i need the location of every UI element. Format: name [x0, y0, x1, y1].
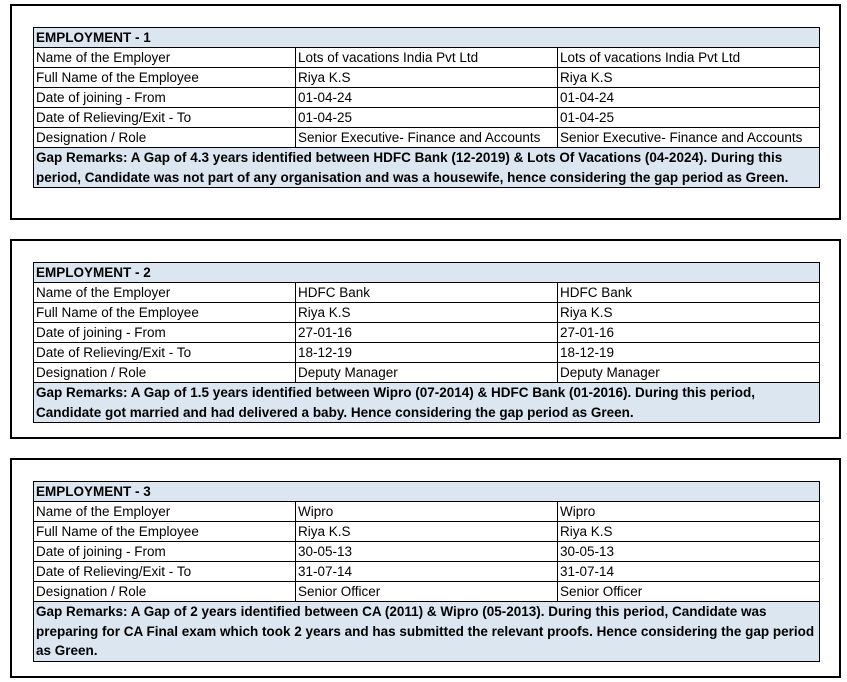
employer-label: Name of the Employer	[34, 48, 296, 68]
employer-value: HDFC Bank	[296, 283, 558, 303]
employment-3-panel	[10, 458, 841, 678]
table-row	[34, 283, 820, 303]
to-label: Date of Relieving/Exit - To	[34, 562, 296, 582]
employer-value: Lots of vacations India Pvt Ltd	[296, 48, 558, 68]
employment-2-title: EMPLOYMENT - 2	[34, 263, 820, 283]
employer-verified-value: HDFC Bank	[558, 283, 820, 303]
employer-verified-value: Lots of vacations India Pvt Ltd	[558, 48, 820, 68]
employee-label: Full Name of the Employee	[34, 522, 296, 542]
to-value: 18-12-19	[296, 343, 558, 363]
table-row	[34, 582, 820, 602]
employee-label: Full Name of the Employee	[34, 68, 296, 88]
employee-verified-value: Riya K.S	[558, 522, 820, 542]
to-label: Date of Relieving/Exit - To	[34, 108, 296, 128]
from-value: 30-05-13	[296, 542, 558, 562]
table-row	[34, 68, 820, 88]
employee-verified-value: Riya K.S	[558, 68, 820, 88]
to-value: 31-07-14	[296, 562, 558, 582]
from-verified-value: 01-04-24	[558, 88, 820, 108]
role-label: Designation / Role	[34, 363, 296, 383]
to-label: Date of Relieving/Exit - To	[34, 343, 296, 363]
gap-remarks: Gap Remarks: A Gap of 4.3 years identified between HDFC Bank (12-2019) & Lots Of Vacations (04-2024). During this period, Candidate was not part of any organisation and was a housewife, hence considering the gap period as Green.	[34, 148, 820, 188]
table-row	[34, 562, 820, 582]
role-verified-value: Deputy Manager	[558, 363, 820, 383]
gap-remarks: Gap Remarks: A Gap of 1.5 years identified between Wipro (07-2014) & HDFC Bank (01-2016). During this period, Candidate got married and had delivered a baby. Hence considering the gap period as Green.	[34, 383, 820, 423]
table-row	[34, 363, 820, 383]
role-label: Designation / Role	[34, 128, 296, 148]
employment-1-panel	[10, 4, 841, 220]
table-row	[34, 48, 820, 68]
gap-remarks: Gap Remarks: A Gap of 2 years identified between CA (2011) & Wipro (05-2013). During this period, Candidate was preparing for CA Final exam which took 2 years and has submitted the relevant proofs. Hence considering the gap period as Green.	[34, 602, 820, 662]
employment-3-title: EMPLOYMENT - 3	[34, 482, 820, 502]
from-label: Date of joining - From	[34, 88, 296, 108]
table-row	[34, 522, 820, 542]
table-row	[34, 323, 820, 343]
from-verified-value: 27-01-16	[558, 323, 820, 343]
role-verified-value: Senior Officer	[558, 582, 820, 602]
from-label: Date of joining - From	[34, 323, 296, 343]
employee-value: Riya K.S	[296, 68, 558, 88]
table-row	[34, 502, 820, 522]
role-value: Senior Executive- Finance and Accounts	[296, 128, 558, 148]
employment-2-panel	[10, 239, 841, 439]
employer-label: Name of the Employer	[34, 502, 296, 522]
from-value: 27-01-16	[296, 323, 558, 343]
table-row	[34, 343, 820, 363]
role-verified-value: Senior Executive- Finance and Accounts	[558, 128, 820, 148]
table-row	[34, 128, 820, 148]
employment-2-table	[33, 262, 820, 423]
employer-value: Wipro	[296, 502, 558, 522]
table-row	[34, 88, 820, 108]
to-verified-value: 18-12-19	[558, 343, 820, 363]
employee-value: Riya K.S	[296, 303, 558, 323]
employment-1-title: EMPLOYMENT - 1	[34, 28, 820, 48]
table-row	[34, 303, 820, 323]
employment-1-table	[33, 27, 820, 188]
employee-value: Riya K.S	[296, 522, 558, 542]
from-verified-value: 30-05-13	[558, 542, 820, 562]
role-value: Senior Officer	[296, 582, 558, 602]
employment-3-table	[33, 481, 820, 662]
to-value: 01-04-25	[296, 108, 558, 128]
to-verified-value: 01-04-25	[558, 108, 820, 128]
table-row	[34, 108, 820, 128]
employer-label: Name of the Employer	[34, 283, 296, 303]
employee-verified-value: Riya K.S	[558, 303, 820, 323]
table-row	[34, 542, 820, 562]
role-value: Deputy Manager	[296, 363, 558, 383]
role-label: Designation / Role	[34, 582, 296, 602]
to-verified-value: 31-07-14	[558, 562, 820, 582]
employee-label: Full Name of the Employee	[34, 303, 296, 323]
employer-verified-value: Wipro	[558, 502, 820, 522]
from-label: Date of joining - From	[34, 542, 296, 562]
from-value: 01-04-24	[296, 88, 558, 108]
